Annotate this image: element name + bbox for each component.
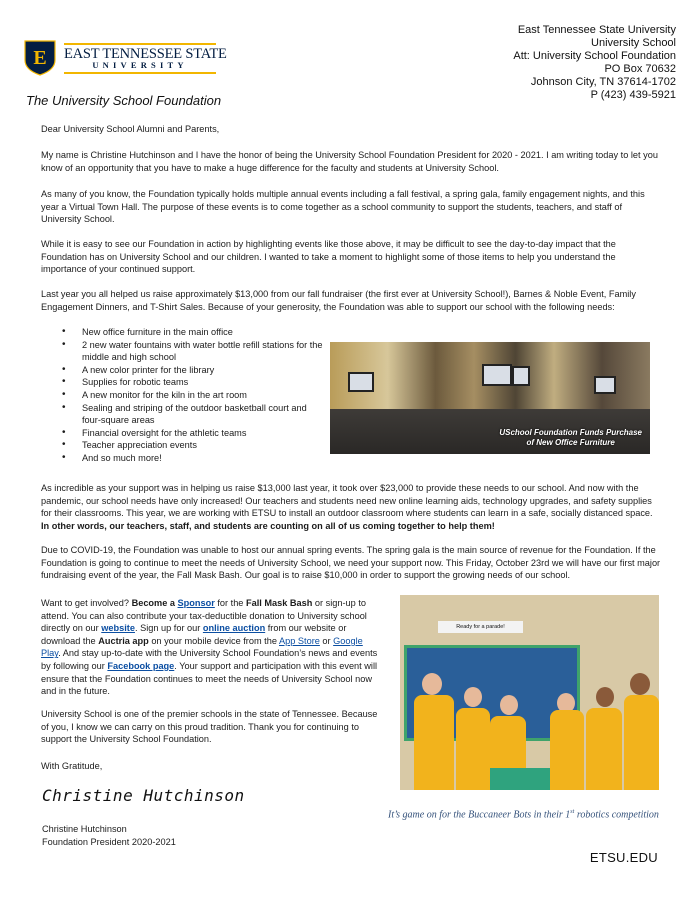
list-item: • A new monitor for the kiln in the art room <box>62 389 327 402</box>
paragraph-last-year: Last year you all helped us raise approximately $13,000 from our fall fundraiser (the first ever at University School!), Barnes & Noble Event, Family Engagement Dinners, and T-Shirt Sales. Because of your generosity, the Foundation was able to support our school with the following needs: <box>41 289 636 312</box>
list-item: • 2 new water fountains with water bottle refill stations for the middle and high school <box>62 339 327 364</box>
address-line: PO Box 70632 <box>604 63 676 75</box>
person-shape <box>550 710 584 790</box>
person-shape <box>500 695 518 715</box>
signer-name: Christine Hutchinson <box>42 824 127 834</box>
list-item: • And so much more! <box>62 452 327 465</box>
signoff-block <box>42 823 176 848</box>
paragraph-events: As many of you know, the Foundation typically holds multiple annual events including a fall festival, a spring gala, family engagement nights, and this year a Virtual Town Hall. The purpose of these events is to come together as a school community to support the students, teachers, and staff of University School. <box>41 189 645 225</box>
svg-text:E: E <box>33 47 47 69</box>
monitor-shape <box>482 364 512 386</box>
office-photo-caption: USchool Foundation Funds Purchase of New Office Furniture <box>499 428 642 447</box>
etsu-logo <box>24 40 227 76</box>
return-address <box>513 24 676 102</box>
list-item: • Sealing and striping of the outdoor basketball court and four-square areas <box>62 402 327 427</box>
parade-banner: Ready for a parade! <box>438 621 523 633</box>
person-shape <box>422 673 442 695</box>
list-item: • Supplies for robotic teams <box>62 376 327 389</box>
paragraph-impact: While it is easy to see our Foundation in action by highlighting events like those above, it may be difficult to see the day-to-day impact that the Foundation has on University School and our children. I wanted to take a moment to highlight some of those items to help you understand the importance of your continued support. <box>41 239 616 275</box>
app-store-link[interactable]: App Store <box>279 635 320 646</box>
list-item: • Financial oversight for the athletic teams <box>62 427 327 440</box>
paragraph-intro: My name is Christine Hutchinson and I have the honor of being the University School Foundation President for 2020 - 2021. I am writing today to let you know of an opportunity that you have to make a huge difference for the faculty and students at University School. <box>41 150 658 173</box>
closing-salutation: With Gratitude, <box>41 761 103 771</box>
address-line: University School <box>591 37 676 49</box>
paragraph-pandemic: As incredible as your support was in helping us raise $13,000 last year, it took over $23,000 to provide these needs to our school. And now with the pandemic, our school needs have only increased! Our teachers and students need new online learning aids, technology upgrades, and safety supplies for their classrooms. This year, we are working with ETSU to install an outdoor classroom where students can learn in a safe, socially distanced space. In other words, our teachers, staff, and students are counting on all of us coming together to help them! <box>41 483 653 531</box>
footer-website: ETSU.EDU <box>589 850 658 865</box>
facebook-page-link[interactable]: Facebook page <box>107 660 175 671</box>
website-link[interactable]: website <box>101 623 135 634</box>
address-line: East Tennessee State University <box>517 24 676 36</box>
office-furniture-photo <box>330 342 650 454</box>
monitor-shape <box>512 366 530 386</box>
robotics-photo-caption: It’s game on for the Buccaneer Bots in their 1st robotics competition <box>388 809 659 821</box>
phone-line: P (423) 439-5921 <box>590 89 676 101</box>
logo-rule-bottom <box>64 72 216 74</box>
monitor-shape <box>594 376 616 394</box>
logo-name: EAST TENNESSEE STATE <box>64 46 227 62</box>
person-shape <box>624 695 659 790</box>
online-auction-link[interactable]: online auction <box>202 623 266 634</box>
person-shape <box>596 687 614 707</box>
google-play-link[interactable]: Google Play <box>41 635 363 659</box>
logo-university: UNIVERSITY <box>92 60 188 70</box>
paragraph-closing: University School is one of the premier schools in the state of Tennessee. Because of you, I know we can carry on this proud tradition. Thank you for continuing to support the University School Foundation. <box>41 709 378 745</box>
paragraph-covid: Due to COVID-19, the Foundation was unable to host our annual spring events. The spring gala is the main source of revenue for the Foundation. If the Foundation is going to continue to meet the needs of University School, we need your support now. This Friday, October 23rd we will have our first major fundraising event of the year, the Fall Mask Bash. Our goal is to raise $10,000 in order to support the growing needs of our school. <box>41 545 661 581</box>
etsu-shield-icon <box>24 40 56 76</box>
person-shape <box>586 708 622 790</box>
foundation-title: The University School Foundation <box>26 93 222 108</box>
person-shape <box>414 695 454 790</box>
monitor-shape <box>348 372 374 392</box>
paragraph-get-involved: Want to get involved? Become a Sponsor for the Fall Mask Bash or sign-up to attend. You can also contribute your tax-deductible donation to University school directly on our website. Sign up for our online auction from our website or download the Auctria app on your mobile device from the App Store or Google Play. And stay up-to-date with the University School Foundation’s news and events by following our Facebook page. Your support and participation with this event will ensure that the Foundation continues to meet the needs of University School now and in the future. <box>41 598 378 697</box>
person-shape <box>456 708 490 790</box>
logo-rule-top <box>64 43 216 45</box>
signature: Christine Hutchinson <box>42 786 245 805</box>
address-line: Johnson City, TN 37614-1702 <box>530 76 676 88</box>
salutation: Dear University School Alumni and Parents, <box>41 124 220 134</box>
robotics-team-photo <box>400 595 659 790</box>
address-line: Att: University School Foundation <box>513 50 676 62</box>
signer-title: Foundation President 2020-2021 <box>42 836 176 847</box>
list-item: • A new color printer for the library <box>62 364 327 377</box>
needs-list <box>62 326 327 465</box>
list-item: • Teacher appreciation events <box>62 439 327 452</box>
person-shape <box>464 687 482 707</box>
person-shape <box>630 673 650 695</box>
list-item: • New office furniture in the main office <box>62 326 327 339</box>
sponsor-link[interactable]: Sponsor <box>177 598 215 608</box>
